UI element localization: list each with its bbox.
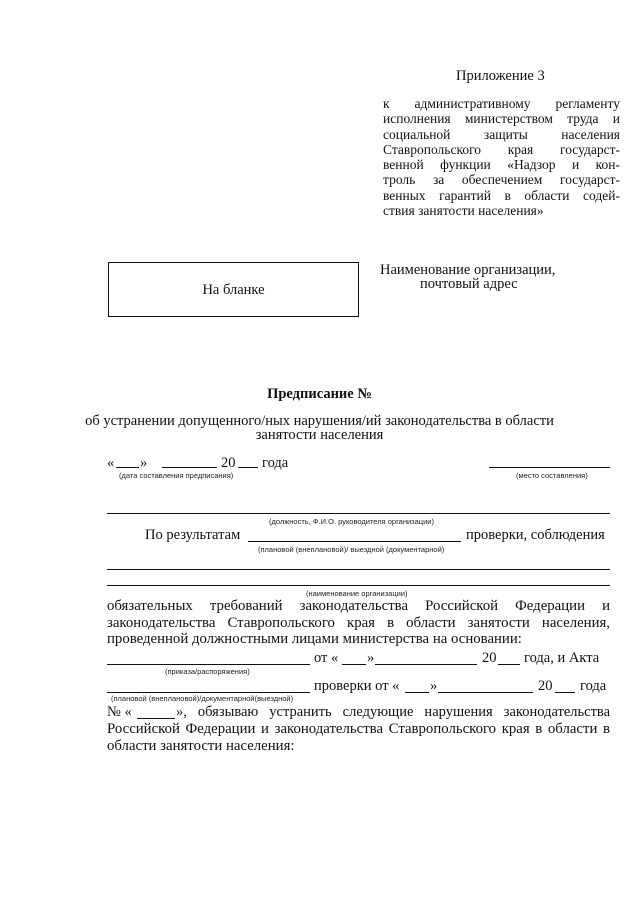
org-line2: почтовый адрес [420, 276, 518, 292]
order-year-blank[interactable] [498, 664, 520, 665]
number-prefix: № « [107, 704, 132, 720]
appendix-text [383, 96, 620, 218]
document-title: Предписание № [267, 386, 372, 402]
order-month-blank[interactable] [375, 664, 477, 665]
place-blank[interactable] [489, 467, 610, 468]
appendix-line: социальной защиты населения [383, 126, 620, 142]
check-month-blank[interactable] [438, 692, 533, 693]
appendix-title: Приложение 3 [456, 68, 545, 84]
position-blank[interactable] [107, 513, 610, 514]
date-open-quote: « [107, 455, 115, 471]
check-close: » [430, 678, 438, 694]
appendix-line: Ставропольского края государст- [383, 141, 620, 157]
appendix-line: венных гарантий в области содей- [383, 187, 620, 203]
check-year-blank[interactable] [555, 692, 575, 693]
order-from: от « [314, 650, 339, 666]
check-type2-blank[interactable] [107, 692, 310, 693]
number-blank[interactable] [137, 718, 175, 719]
org-name-blank[interactable] [107, 569, 610, 570]
paragraph-line: законодательства Ставропольского края в области занятости населения, [107, 614, 610, 631]
caption-check-type: (плановой (внеплановой)/ выездной (документарной) [258, 545, 445, 554]
paragraph-line: обязательных требований законодательства Российской Федерации и [107, 598, 610, 614]
check-day-blank[interactable] [405, 692, 429, 693]
check-year-suffix: года [580, 678, 607, 694]
caption-position: (должность, Ф.И.О. руководителя организации) [269, 517, 434, 526]
caption-check-type2: (плановой (внеплановой)/документарной(выездной) [111, 694, 294, 703]
org-name-blank[interactable] [107, 585, 610, 586]
check-year: 20 [538, 678, 553, 694]
date-year-blank[interactable] [238, 467, 258, 468]
date-year-prefix: 20 [221, 455, 236, 471]
number-rest-text: », обязываю устранить следующие нарушения законодательства [176, 704, 610, 720]
check-type-blank[interactable] [248, 541, 461, 542]
paragraph-2 [107, 721, 610, 754]
appendix-line: троль за обеспечением государст- [383, 172, 620, 188]
document-subtitle: об устранении допущенного/ных нарушения/ий законодательства в области [85, 413, 554, 429]
appendix-line: к административному регламенту [383, 96, 620, 111]
paragraph-line: проведенной должностными лицами министерства на основании: [107, 631, 522, 647]
caption-org-name: (наименование организации) [306, 589, 408, 598]
caption-place: (место составления) [516, 471, 588, 480]
appendix-line: венной функции «Надзор и кон- [383, 157, 620, 173]
appendix-line: исполнения министерством труда и [383, 111, 620, 127]
paragraph-1 [107, 598, 610, 648]
results-suffix: проверки, соблюдения [466, 527, 605, 543]
date-day-blank[interactable] [116, 467, 139, 468]
document-subtitle: занятости населения [255, 427, 384, 443]
paragraph-line: Российской Федерации и законодательства Ставропольского края в области в [107, 721, 610, 737]
appendix-line: ствия занятости населения» [383, 203, 544, 219]
check-from: проверки от « [314, 678, 400, 694]
caption-order: (приказа/распоряжения) [165, 667, 250, 676]
date-close-quote: » [140, 455, 148, 471]
order-close: » [367, 650, 375, 666]
number-rest [176, 704, 610, 720]
date-year-suffix: года [262, 455, 289, 471]
letterhead-box [108, 262, 359, 317]
order-year: 20 [482, 650, 497, 666]
org-line1: Наименование организации, [380, 262, 556, 278]
order-day-blank[interactable] [342, 664, 366, 665]
paragraph-line: области занятости населения: [107, 737, 295, 754]
results-prefix: По результатам [145, 527, 241, 543]
caption-date: (дата составления предписания) [119, 471, 234, 480]
letterhead-label: На бланке [202, 282, 265, 298]
order-blank[interactable] [107, 664, 310, 665]
date-month-blank[interactable] [162, 467, 217, 468]
order-act: года, и Акта [524, 650, 600, 666]
